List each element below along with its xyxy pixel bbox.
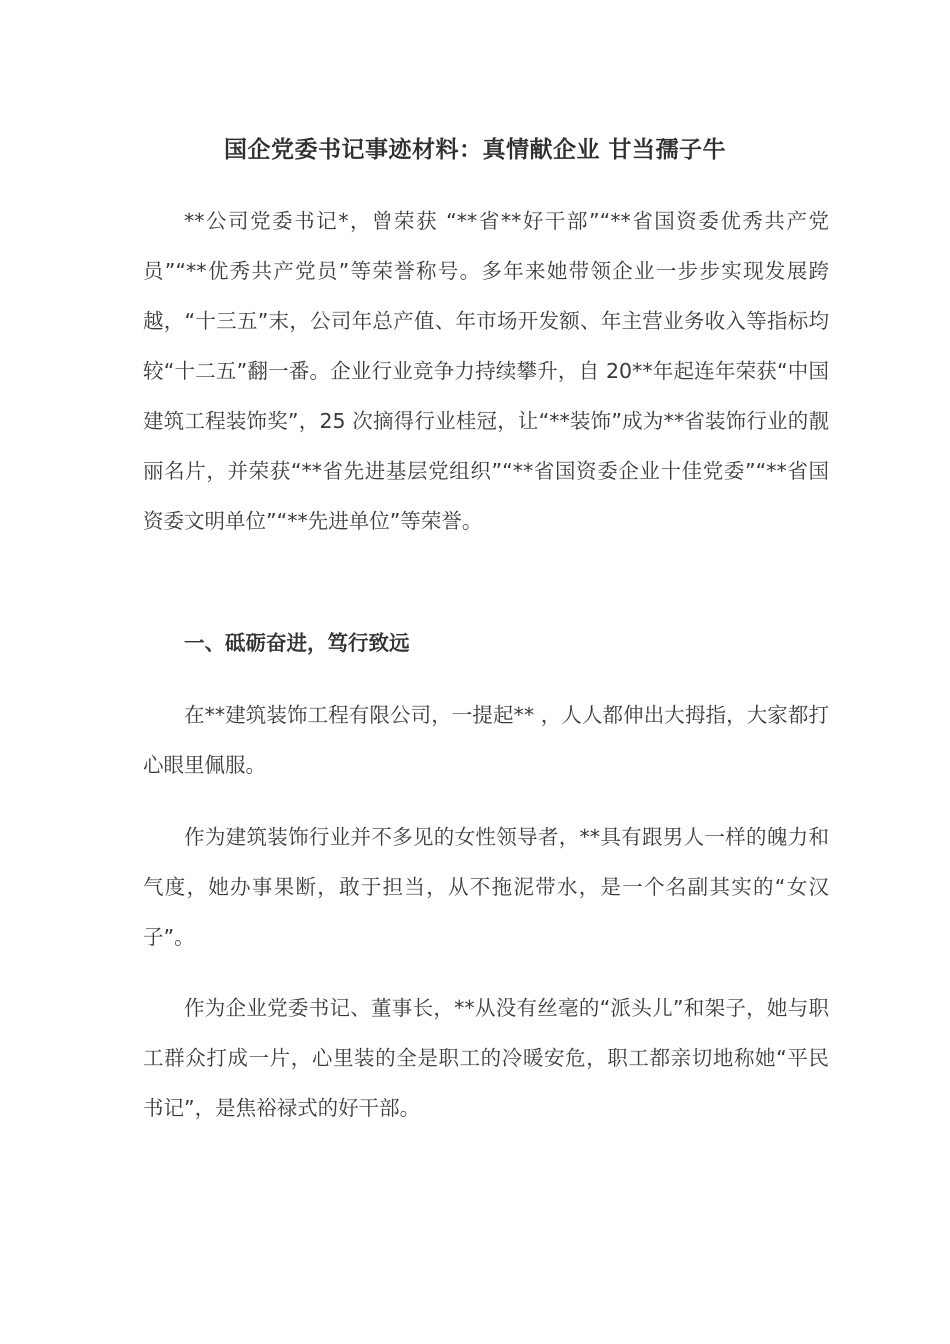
section-paragraph-3: 作为企业党委书记、董事长，**从没有丝毫的“派头儿”和架子，她与职工群众打成一片，心里装的全是职工的冷暖安危，职工都亲切地称她“平民书记”，是焦裕禄式的好干部。 xyxy=(143,996,829,1120)
section-heading: 一、砥砺奋进，笃行致远 xyxy=(184,631,410,655)
section-paragraph-2: 作为建筑装饰行业并不多见的女性领导者，**具有跟男人一样的魄力和气度，她办事果断，敢于担当，从不拖泥带水，是一个名副其实的“女汉子”。 xyxy=(143,825,829,949)
intro-paragraph: **公司党委书记*，曾荣获 “**省**好干部”“**省国资委优秀共产党员”“**优秀共产党员”等荣誉称号。多年来她带领企业一步步实现发展跨越，“十三五”末，公司年总产值、年市场开发额、年主营业务收入等指标均较“十二五”翻一番。企业行业竞争力持续攀升，自 20**年起连年荣获“中国建筑工程装饰奖”，25 次摘得行业桂冠，让“**装饰”成为**省装饰行业的靓丽名片，并荣获“**省先进基层党组织”“**省国资委企业十佳党委”“**省国资委文明单位”“**先进单位”等荣誉。 xyxy=(143,209,829,533)
section-paragraph-1: 在**建筑装饰工程有限公司，一提起** ，人人都伸出大拇指，大家都打心眼里佩服。 xyxy=(143,703,829,777)
document-title: 国企党委书记事迹材料：真情献企业 甘当孺子牛 xyxy=(223,137,726,163)
